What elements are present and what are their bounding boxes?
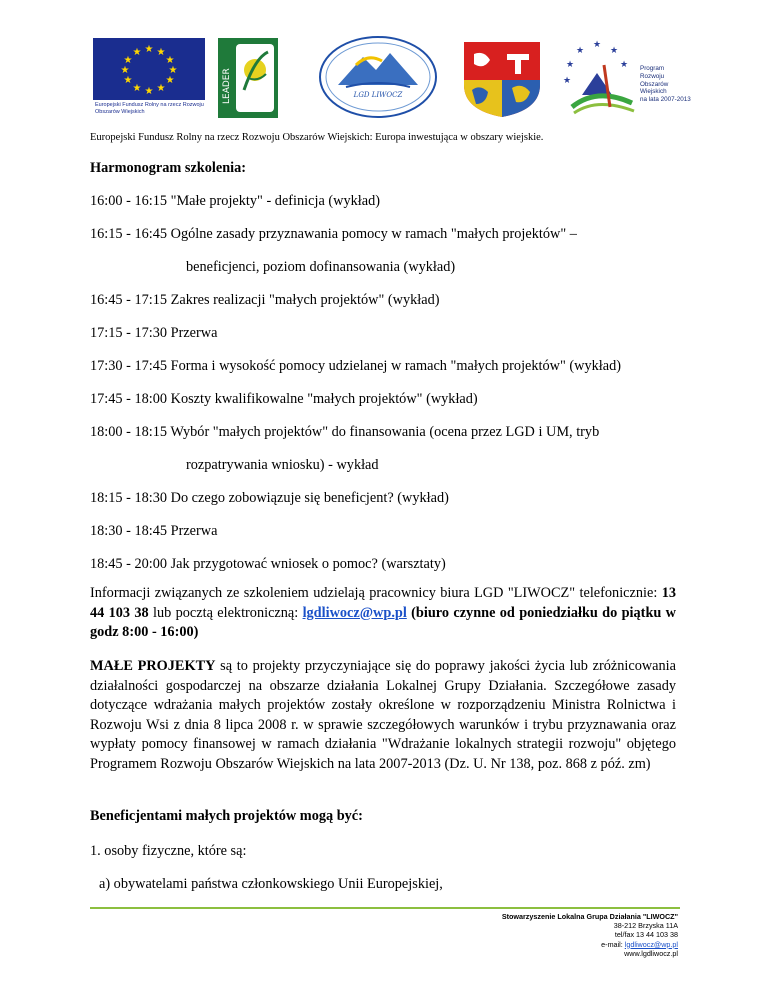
schedule-item: 18:45 - 20:00 Jak przygotować wniosek o pomoc? (warsztaty) bbox=[90, 556, 446, 572]
svg-text:★: ★ bbox=[144, 86, 154, 97]
male-projekty-text: są to projekty przyczyniające się do poprawy jakości życia lub zróżnicowania działalności gospodarczej na obszarze działania Lokalnej Grupy Działania. Szczegółowe zasady dotyczące wdrażania małych projektów zostały określone w rozporządzeniu Ministra Rolnictwa i Rozwoju Wsi z dnia 8 lipca 2008 r. w sprawie szczegółowych warunków i trybu przyznawania oraz wypłaty pomocy finansowej w ramach działania "Wdrażanie lokalnych strategii rozwoju" objętego Programem Rozwoju Obszarów Wiejskich na lata 2007-2013 (Dz. U. Nr 138, poz. 868 z póź. zm) bbox=[90, 658, 676, 772]
footer-org: Stowarzyszenie Lokalna Grupa Działania "LIWOCZ" bbox=[501, 912, 678, 921]
prow-logo bbox=[552, 35, 692, 119]
schedule-item: 16:15 - 16:45 Ogólne zasady przyznawania pomocy w ramach "małych projektów" – bbox=[90, 226, 577, 242]
svg-text:★: ★ bbox=[609, 46, 619, 56]
schedule-item: 18:00 - 18:15 Wybór "małych projektów" do finansowania (ocena przez LGD i UM, tryb bbox=[90, 424, 600, 440]
lgd-label: LGD LIWOCZ bbox=[353, 91, 403, 99]
schedule-item-continuation: rozpatrywania wniosku) - wykład bbox=[186, 457, 379, 473]
svg-text:★: ★ bbox=[156, 83, 166, 94]
svg-text:★: ★ bbox=[144, 44, 154, 55]
leader-logo bbox=[218, 38, 278, 118]
footer-email-link[interactable]: lgdliwocz@wp.pl bbox=[624, 939, 678, 949]
eu-logo bbox=[93, 38, 205, 118]
tagline: Europejski Fundusz Rolny na rzecz Rozwoju Obszarów Wiejskich: Europa inwestująca w obszary wiejskie. bbox=[90, 132, 544, 143]
contact-hours: (biuro czynne od poniedziałku do piątku w godz 8:00 - 16:00) bbox=[90, 604, 676, 640]
beneficjenci-subitem: a) obywatelami państwa członkowskiego Unii Europejskiej, bbox=[99, 876, 443, 892]
svg-text:★: ★ bbox=[165, 55, 175, 66]
svg-text:★: ★ bbox=[156, 47, 166, 58]
svg-text:★: ★ bbox=[619, 60, 629, 70]
svg-text:★: ★ bbox=[120, 65, 130, 76]
svg-text:★: ★ bbox=[565, 60, 575, 70]
footer bbox=[502, 912, 678, 958]
footer-divider bbox=[90, 907, 680, 909]
male-projekty-term: MAŁE PROJEKTY bbox=[90, 658, 216, 674]
svg-text:★: ★ bbox=[132, 83, 142, 94]
schedule-item: 16:00 - 16:15 "Małe projekty" - definicja (wykład) bbox=[90, 193, 380, 209]
svg-text:★: ★ bbox=[168, 65, 178, 76]
schedule-item: 17:30 - 17:45 Forma i wysokość pomocy udzielanej w ramach "małych projektów" (wykład) bbox=[90, 358, 622, 374]
footer-phone: tel/fax 13 44 103 38 bbox=[614, 930, 678, 940]
contact-phone: 13 44 103 38 bbox=[90, 585, 676, 621]
footer-address: 38-212 Brzyska 11A bbox=[613, 921, 678, 931]
footer-www[interactable]: www.lgdliwocz.pl bbox=[624, 948, 678, 958]
logo-bar bbox=[90, 35, 690, 120]
schedule-item: 17:15 - 17:30 Przerwa bbox=[90, 325, 218, 341]
beneficjenci-item: 1. osoby fizyczne, które są: bbox=[90, 843, 247, 859]
schedule-item-continuation: beneficjenci, poziom dofinansowania (wykład) bbox=[186, 259, 456, 275]
male-projekty-paragraph bbox=[90, 657, 676, 774]
schedule-item: 17:45 - 18:00 Koszty kwalifikowalne "małych projektów" (wykład) bbox=[90, 391, 478, 407]
svg-text:★: ★ bbox=[123, 55, 133, 66]
contact-mid: lub pocztą elektroniczną: bbox=[153, 604, 299, 621]
schedule-item: 18:15 - 18:30 Do czego zobowiązuje się beneficjent? (wykład) bbox=[90, 490, 449, 506]
footer-email-row bbox=[502, 940, 678, 949]
contact-intro: Informacji związanych ze szkoleniem udzielają pracownicy biura LGD "LIWOCZ" telefonicznie: bbox=[90, 585, 658, 601]
svg-text:★: ★ bbox=[132, 47, 142, 58]
svg-text:★: ★ bbox=[575, 46, 585, 56]
beneficjenci-title: Beneficjentami małych projektów mogą być: bbox=[90, 808, 363, 824]
schedule-title: Harmonogram szkolenia: bbox=[90, 160, 247, 176]
svg-text:★: ★ bbox=[123, 75, 133, 86]
schedule-item: 16:45 - 17:15 Zakres realizacji "małych projektów" (wykład) bbox=[90, 292, 440, 308]
footer-email-label: e-mail: bbox=[601, 939, 623, 949]
contact-email-link[interactable]: lgdliwocz@wp.pl bbox=[302, 604, 407, 621]
svg-text:★: ★ bbox=[562, 76, 572, 86]
leader-label: LEADER bbox=[222, 68, 232, 104]
eu-flag-icon bbox=[93, 38, 205, 100]
svg-text:★: ★ bbox=[592, 40, 602, 50]
prow-text: Program Rozwoju Obszarów Wiejskich na lata 2007-2013 bbox=[640, 65, 691, 104]
eu-caption: Europejski Fundusz Rolny na rzecz Rozwoju Obszarów Wiejskich bbox=[95, 102, 204, 115]
contact-paragraph bbox=[90, 584, 676, 643]
svg-text:★: ★ bbox=[165, 75, 175, 86]
podkarpackie-coat-of-arms bbox=[462, 40, 542, 118]
schedule-item: 18:30 - 18:45 Przerwa bbox=[90, 523, 218, 539]
lgd-liwocz-logo bbox=[318, 35, 438, 119]
